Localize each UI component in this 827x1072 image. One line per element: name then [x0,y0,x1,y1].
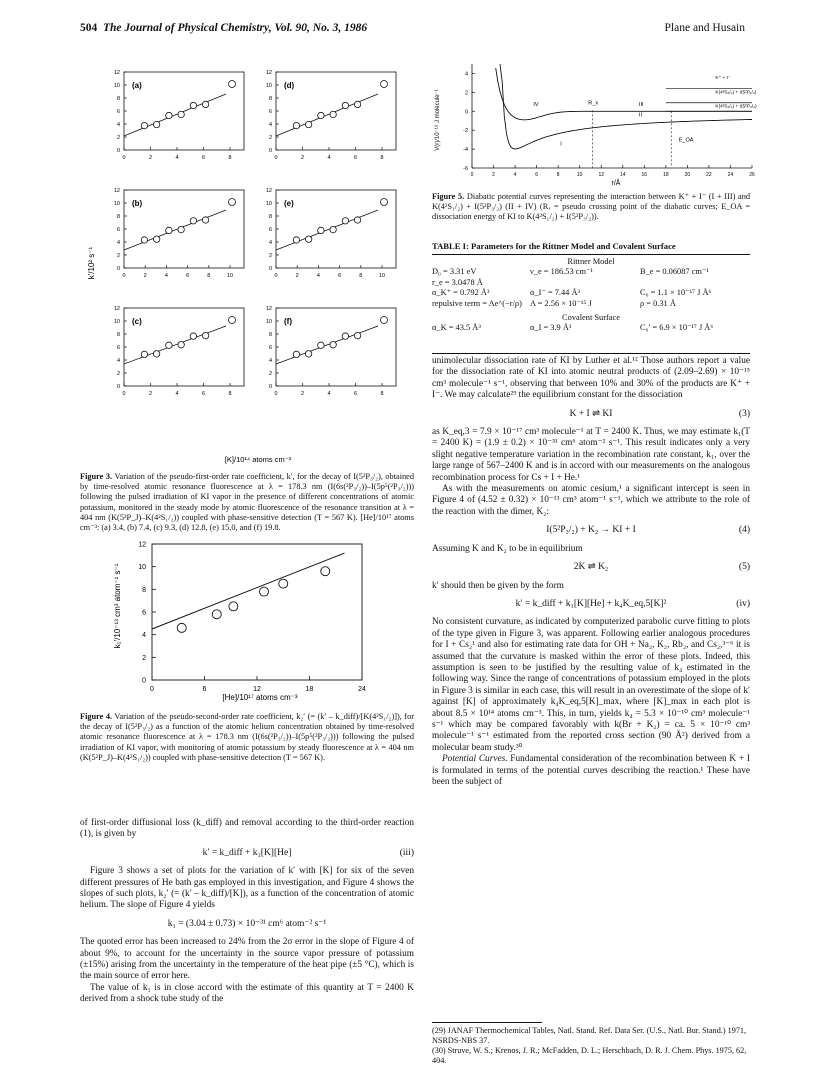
x-tick-label: 6 [202,686,207,693]
y-tick-label: 10 [265,319,272,325]
fit-line [124,210,226,250]
data-point [330,111,336,117]
data-point [153,351,159,357]
equation-5-text: 2K ⇌ K₂ [573,562,609,573]
x-tick-label: 10 [378,273,386,279]
table1-cell: α_I = 3.9 Å³ [530,323,572,333]
y-tick-label: 2 [116,253,120,259]
y-tick-label: 0 [116,266,120,272]
panel-label: (f) [284,317,292,326]
figure3-panel-c [114,306,244,397]
y-tick-label: 12 [265,70,272,76]
x-tick-label: 2 [148,391,153,397]
table1-row [432,278,750,288]
figure3-y-label: k′/10² s⁻¹ [87,246,96,280]
data-point [229,81,236,88]
data-point [229,199,236,206]
panel-label: (e) [284,199,294,208]
data-point [342,102,348,108]
x-tick-label: 16 [641,172,648,178]
page-header-authors: Plane and Husain [664,22,745,34]
y-tick-label: 8 [116,332,120,338]
x-tick-label: 0 [274,273,278,279]
table1-cell: C₆ = 1.1 × 10⁻¹⁷ J Å⁶ [640,288,712,298]
x-tick-label: 14 [619,172,626,178]
x-tick-label: 24 [358,686,366,693]
x-tick-label: 18 [663,172,669,178]
y-tick-label: 10 [265,201,272,207]
x-tick-label: 10 [226,273,234,279]
x-tick-label: 8 [228,391,232,397]
data-point [141,237,147,243]
x-tick-label: 22 [706,172,712,178]
figure3-panel-e [266,188,396,279]
y-tick-label: -6 [463,166,468,172]
data-point [141,122,147,128]
data-point [293,122,299,128]
y-tick-label: 6 [116,345,120,351]
x-tick-label: 6 [186,273,190,279]
y-tick-label: 0 [464,109,468,116]
x-tick-label: 4 [327,391,331,397]
x-tick-label: 6 [338,273,342,279]
crossing-label: R_x [588,100,599,107]
panel-label: (d) [284,81,295,90]
data-point [279,579,288,588]
curve-label-iv: IV [533,102,539,109]
y-tick-label: 0 [116,148,120,154]
y-tick-label: 4 [268,122,272,128]
figure3-panels [84,58,414,466]
table1-body [432,257,750,334]
right-paragraph-1: unimolecular dissociation rate of KI by Luther et al.¹² Those authors report a value for the dissociation rate of KI into atomic neutral products of (2.09–2.69) × 10⁻¹⁵ cm³ molecule⁻¹ s⁻¹, observing that between 10% and 30% of the products are K⁺ + I⁻. We may calculate²⁹ the equilibrium constant for the dissociation [432,356,750,401]
right-paragraph-7 [432,754,750,788]
data-point [166,112,172,118]
potential-curves-heading: Potential Curves. [442,754,508,765]
figure4-plot-frame [152,544,362,680]
y-tick-label: 0 [268,266,272,272]
equation-iii [80,848,414,859]
left-paragraph-3: The quoted error has been increased to 24% from the 2σ error in the slope of Figure 4 of about 9%, to account for the uncertainty in the source vapor pressure of potassium (±15%) arising from the uncertainty in the temperature of the heat pipe (±5 °C), which is the main source of error here. [80,937,414,982]
data-point [318,342,324,348]
figure5-caption-label: Figure 5. [432,192,465,201]
fit-line [152,553,345,629]
x-tick-label: 4 [316,273,320,279]
figure3-panel-b [114,188,244,279]
table1-cell: α_K⁺ = 0.792 Å³ [432,288,490,298]
table1-row [432,288,750,298]
right-paragraph-2: as K_eq,3 = 7.9 × 10⁻¹⁷ cm³ molecule⁻¹ at T = 2400 K. Thus, we may estimate k₁(T = 2400 K) = (1.9 ± 0.2) × 10⁻³¹ cm⁶ atom⁻² s⁻¹. This result indicates only a very slight negative temperature variation in the recombination rate constant, k₁, over the large range of 567–2400 K and is in accord with our measurements on the analogous recombination process for Cs + I + He.¹ [432,427,750,483]
y-tick-label: 6 [142,609,146,617]
data-point [190,218,196,224]
y-tick-label: 4 [116,122,120,128]
table1-cell: C₆′ = 6.9 × 10⁻¹⁷ J Å⁶ [640,323,714,333]
x-tick-label: 2 [148,155,153,161]
data-point [177,623,186,632]
x-tick-label: 0 [122,155,126,161]
right-column-body [432,356,750,788]
x-tick-label: 6 [353,155,358,161]
eoa-label: E_OA [678,137,694,144]
y-tick-label: 12 [138,541,146,549]
table1 [432,241,750,251]
fit-line [276,326,378,364]
right-paragraph-4: Assuming K and K₂ to be in equilibrium [432,543,583,554]
equation-5 [432,562,750,573]
data-point [354,217,360,223]
data-point [305,236,311,242]
x-tick-label: 8 [380,391,384,397]
equation-4-number: (4) [738,525,750,536]
page-header-left [80,22,367,34]
figure5-x-label: r/Å [611,180,621,187]
y-tick-label: 4 [142,632,146,640]
x-tick-label: 8 [380,155,384,161]
reference-29: (29) JANAF Thermochemical Tables, Natl. Stand. Ref. Data Ser. (U.S., Natl. Bur. Stand.) 1971, NSRDS-NBS 37. [432,1026,747,1045]
panel-label: (b) [132,199,143,208]
figure5-chart [430,58,757,188]
table1-cell [530,278,640,288]
y-tick-label: 2 [268,135,272,141]
data-point [141,351,147,357]
equation-4 [432,525,750,536]
y-tick-label: 2 [268,371,272,377]
data-point [202,217,208,223]
x-tick-label: 6 [201,391,206,397]
y-tick-label: 0 [142,677,146,685]
x-tick-label: 12 [598,172,605,178]
equation-iv-text: k′ = k_diff + k₁[K][He] + k₄K_eq,5[K]² [515,598,667,609]
table1-row [432,267,750,277]
y-tick-label: 4 [116,240,120,246]
left-paragraph-2: Figure 3 shows a set of plots for the variation of k′ with [K] for six of the seven different pressures of He bath gas employed in this investigation, and Figure 4 shows the slopes of such plots, k₂′ (= (k′ – k_diff)/[K]), as a function of the concentration of atomic helium. The slope of Figure 4 yields [80,866,414,911]
y-tick-label: 2 [116,135,120,141]
x-tick-label: 8 [556,172,560,178]
panel-frame [124,308,244,386]
data-point [381,81,388,88]
y-tick-label: 2 [142,654,146,662]
x-tick-label: 0 [150,686,154,693]
data-point [342,333,348,339]
figure4-chart [110,536,380,706]
y-tick-label: 2 [268,253,272,259]
data-point [354,332,360,338]
table1-cell: B_e = 0.06087 cm⁻¹ [640,267,709,277]
data-point [305,351,311,357]
y-tick-label: 0 [268,148,272,154]
data-point [330,342,336,348]
x-tick-label: 26 [749,172,755,178]
data-point [229,317,236,324]
y-tick-label: 6 [116,227,120,233]
data-point [166,342,172,348]
table1-cell: A = 2.56 × 10⁻¹⁵ J [530,298,592,308]
x-tick-label: 8 [359,273,363,279]
fit-line [276,210,378,250]
left-paragraph-4: The value of k₁ is in close accord with the estimate of this quantity at T = 2400 K derived from a shock tube study of the [80,982,414,1005]
y-tick-label: 6 [268,345,272,351]
x-tick-label: 8 [228,155,232,161]
x-tick-label: 2 [300,155,305,161]
legend-ion: K⁺ + I⁻ [715,76,731,82]
x-tick-label: 6 [353,391,358,397]
y-tick-label: 10 [113,201,120,207]
data-point [178,226,184,232]
y-tick-label: 10 [138,564,146,572]
y-tick-label: 4 [268,358,272,364]
figure3-panel-f [266,306,396,397]
right-paragraph-6: No consistent curvature, as indicated by computerized parabolic curve fitting to plots of the type given in Figure 3, was apparent. Following earlier analogous procedures for I + Cs₂¹ and also for estimating rate data for OH + Na₂, K₂, Rb₂, and Cs₂,³⁻⁶ it is assumed that the curvature is masked within the error of these plots. Indeed, this assumption is seen to be justified by the resulting value of k₄ estimated in the following way. Since the range of concentrations of potassium employed in the plots in Figure 3 is similar in each case, this will result in an overestimate of the slope of k′ against [K] of approximately k₄K_eq,5[K]_max, where [K]_max in each plot is about 8.5 × 10¹⁴ atoms cm⁻³. This, in turn, yields k₄ = 5.3 × 10⁻¹⁰ cm³ molecule⁻¹ s⁻¹ which may be compared favorably with k(Br + K₂) = ca. 5 × 10⁻¹⁰ cm³ molecule⁻¹ s⁻¹ estimated from the reported cross section (90 Å²) derived from a molecular beam study.³⁰ [432,617,750,753]
y-tick-label: 8 [116,214,120,220]
right-paragraph-7-text: Fundamental consideration of the recombination between K + I is formulated in terms of the potential curves describing the reaction.¹ These have been the subject of [432,754,750,787]
y-tick-label: 12 [265,188,272,194]
table1-section-rittner: Rittner Model [567,257,615,266]
data-point [212,610,221,619]
curve-label-i: I [560,141,562,148]
curve-label-ii: II [638,112,642,119]
y-tick-label: -2 [463,128,468,135]
x-tick-label: 4 [175,391,179,397]
data-point [153,121,159,127]
y-tick-label: 8 [116,96,120,102]
x-tick-label: 2 [295,273,299,279]
figure3-caption-text: Variation of the pseudo-first-order rate coefficient, k′, for the decay of I(5²P₃/₂), obtained by time-resolved atomic resonance fluorescence at λ = 178.3 nm (I(6s(²P₃/₂))–I(5p⁵(²P₃/₂))) following the pulsed irradiation of KI vapor in the presence of different concentrations of atomic potassium, monitored in the steady mode by atomic fluorescence of the resonance transition at λ = 404 nm (K(5²P_J)–K(4²S₁/₂)) coupled with phase-sensitive detection (T = 567 K). [He]/10¹⁷ atoms cm⁻³: (a) 3.4, (b) 7.4, (c) 9.3, (d) 12.8, (e) 15.0, and (f) 19.8. [80,472,414,533]
equation-iv [432,599,750,610]
y-tick-label: 4 [268,240,272,246]
x-tick-label: 4 [175,155,179,161]
figure5-caption [432,192,750,223]
y-tick-label: 8 [142,586,146,594]
data-point [178,342,184,348]
x-tick-label: 6 [535,172,539,178]
data-point [202,332,208,338]
data-point [321,567,330,576]
table1-cell: α_K = 43.5 Å³ [432,323,481,333]
figure4-x-label: [He]/10¹⁷ atoms cm⁻³ [222,693,298,702]
equation-3-number: (3) [738,408,750,419]
x-tick-label: 10 [576,172,583,178]
table1-cell: r_e = 3.0478 Å [432,277,483,287]
data-point [318,227,324,233]
y-tick-label: -4 [463,147,468,154]
equation-5-number: (5) [738,562,750,573]
equation-iii-text: k′ = k_diff + k₁[K][He] [202,847,292,858]
page-number: 504 [80,22,98,34]
y-tick-label: 12 [265,306,272,312]
x-tick-label: 0 [122,391,126,397]
figure3-panel-d [266,70,396,161]
table1-row [432,323,750,333]
x-tick-label: 4 [513,172,517,178]
references [432,1026,750,1066]
y-tick-label: 10 [265,83,272,89]
curve-label-iii: III [638,102,644,109]
figure4-caption [80,712,414,763]
data-point [229,602,238,611]
table1-cell: ρ = 0.31 Å [640,298,676,308]
journal-title: The Journal of Physical Chemistry, Vol. 90, No. 3, 1986 [103,22,368,34]
left-paragraph-1: of first-order diffusional loss (k_diff) and removal according to the third-order reaction (1), is given by [80,818,414,840]
equation-iii-number: (iii) [399,847,414,858]
reference-30: (30) Struve, W. S.; Krenos, J. R.; McFadden, D. L.; Herschbach, D. R. J. Chem. Phys. 1975, 62, 404. [432,1046,747,1065]
data-point [354,101,360,107]
figure3-caption-label: Figure 3. [80,472,113,481]
x-tick-label: 0 [122,273,126,279]
x-tick-label: 18 [305,686,314,693]
panel-label: (a) [132,81,142,90]
y-tick-label: 10 [113,319,120,325]
table1-cell: ν_e = 186.53 cm⁻¹ [530,267,593,277]
data-point [305,121,311,127]
data-point [190,102,196,108]
data-point [381,199,388,206]
x-tick-label: 6 [201,155,206,161]
x-tick-label: 0 [274,391,278,397]
x-tick-label: 2 [492,172,495,178]
fit-line [276,94,378,136]
figure5-caption-text: Diabatic potential curves representing the interaction between K⁺ + I⁻ (I + III) and K(4²S₁/₂) + I(5²P₃/₂) (II + IV) (Rₓ = pseudo crossing point of the diabatic curves; E_OA = dissociation energy of KI to K(4²S₁/₂) + I(5²P₃/₂)). [432,192,751,222]
figure5-y-label: V(r)/10⁻¹⁹ J molecule⁻¹ [435,89,441,151]
right-paragraph-3: As with the measurements on atomic cesium,¹ a significant intercept is seen in Figure 4 of (4.52 ± 0.32) × 10⁻¹³ cm³ atom⁻¹ s⁻¹, which we attribute to the role of the reaction with the dimer, K₂: [432,484,750,517]
x-tick-label: 0 [274,155,278,161]
x-tick-label: 12 [253,686,261,693]
table1-title: TABLE I: Parameters for the Rittner Model and Covalent Surface [432,241,676,251]
y-tick-label: 0 [116,384,120,390]
left-column-body [80,818,414,1006]
panel-label: (c) [132,317,142,326]
figure4-caption-label: Figure 4. [80,712,113,721]
y-tick-label: 0 [268,384,272,390]
figure3-caption [80,472,414,533]
table1-cell: α_I⁻ = 7.44 Å³ [530,288,581,298]
table1-cell: D₀ = 3.31 eV [432,267,477,277]
data-point [293,237,299,243]
data-point [260,587,269,596]
x-tick-label: 2 [300,391,305,397]
y-tick-label: 4 [464,71,468,78]
x-tick-label: 2 [143,273,147,279]
y-tick-label: 8 [268,96,272,102]
figure4-caption-text: Variation of the pseudo-second-order rate coefficient, k₂′ (= (k′ – k_diff)/[K(4²S₁/₂)]), for the decay of I(5²P₃/₂) as a function of the atomic helium concentration obtained by time-resolved atomic resonance fluorescence at λ = 178.3 nm (I(6s(²P₃/₂))–I(5p⁵(²P₃/₂))) following the pulsed irradiation of KI vapor, with monitoring of atomic potassium by steady fluorescence at λ = 404 nm (K(5²P_J)–K(4²S₁/₂)) coupled with phase-sensitive detection (T = 567 K). [80,712,414,762]
data-point [293,351,299,357]
figure4-y-label: k₂′/10⁻¹³ cm³ atom⁻¹ s⁻¹ [113,563,122,649]
data-point [166,227,172,233]
equation-3 [432,409,750,420]
x-tick-label: 4 [327,155,331,161]
table1-row [432,299,750,309]
x-tick-label: 0 [470,172,474,178]
x-tick-label: 20 [684,172,691,178]
y-tick-label: 10 [113,83,120,89]
x-tick-label: 8 [207,273,211,279]
data-point [153,236,159,242]
fit-line [124,94,226,136]
y-tick-label: 4 [116,358,120,364]
y-tick-label: 8 [268,332,272,338]
legend-p32: K(4²S₁/₂) + I(5²P₃/₂) [715,104,757,110]
data-point [330,226,336,232]
data-point [381,317,388,324]
data-point [342,218,348,224]
x-tick-label: 4 [164,273,168,279]
y-tick-label: 2 [464,90,468,97]
x-tick-label: 24 [727,172,734,178]
y-tick-label: 12 [113,306,120,312]
table1-cell: repulsive term = Ae^(−r/ρ) [432,298,522,308]
right-paragraph-5: k′ should then be given by the form [432,580,564,591]
figure3-panel-a [114,70,244,161]
y-tick-label: 6 [268,227,272,233]
table1-section-covalent: Covalent Surface [562,313,620,323]
fit-line [124,326,226,364]
data-point [202,101,208,107]
covalent-curve [496,68,752,120]
data-point [178,111,184,117]
equation-k1: k₁ = (3.04 ± 0.73) × 10⁻³¹ cm⁶ atom⁻² s⁻¹ [167,918,327,929]
y-tick-label: 6 [268,109,272,115]
y-tick-label: 12 [113,70,120,76]
data-point [318,112,324,118]
legend-p12: K(4²S₁/₂) + I(5²P₁/₂) [715,90,757,96]
data-point [190,333,196,339]
y-tick-label: 12 [113,188,120,194]
equation-3-text: K + I ⇌ KI [569,408,613,419]
y-tick-label: 2 [116,371,120,377]
equation-iv-number: (iv) [736,598,750,609]
equation-4-text: I(5²P₃/₂) + K₂ → KI + I [546,525,636,536]
y-tick-label: 6 [116,109,120,115]
panel-frame [276,308,396,386]
figure3-x-label: [K]/10¹⁴ atoms cm⁻³ [224,455,292,464]
y-tick-label: 8 [268,214,272,220]
